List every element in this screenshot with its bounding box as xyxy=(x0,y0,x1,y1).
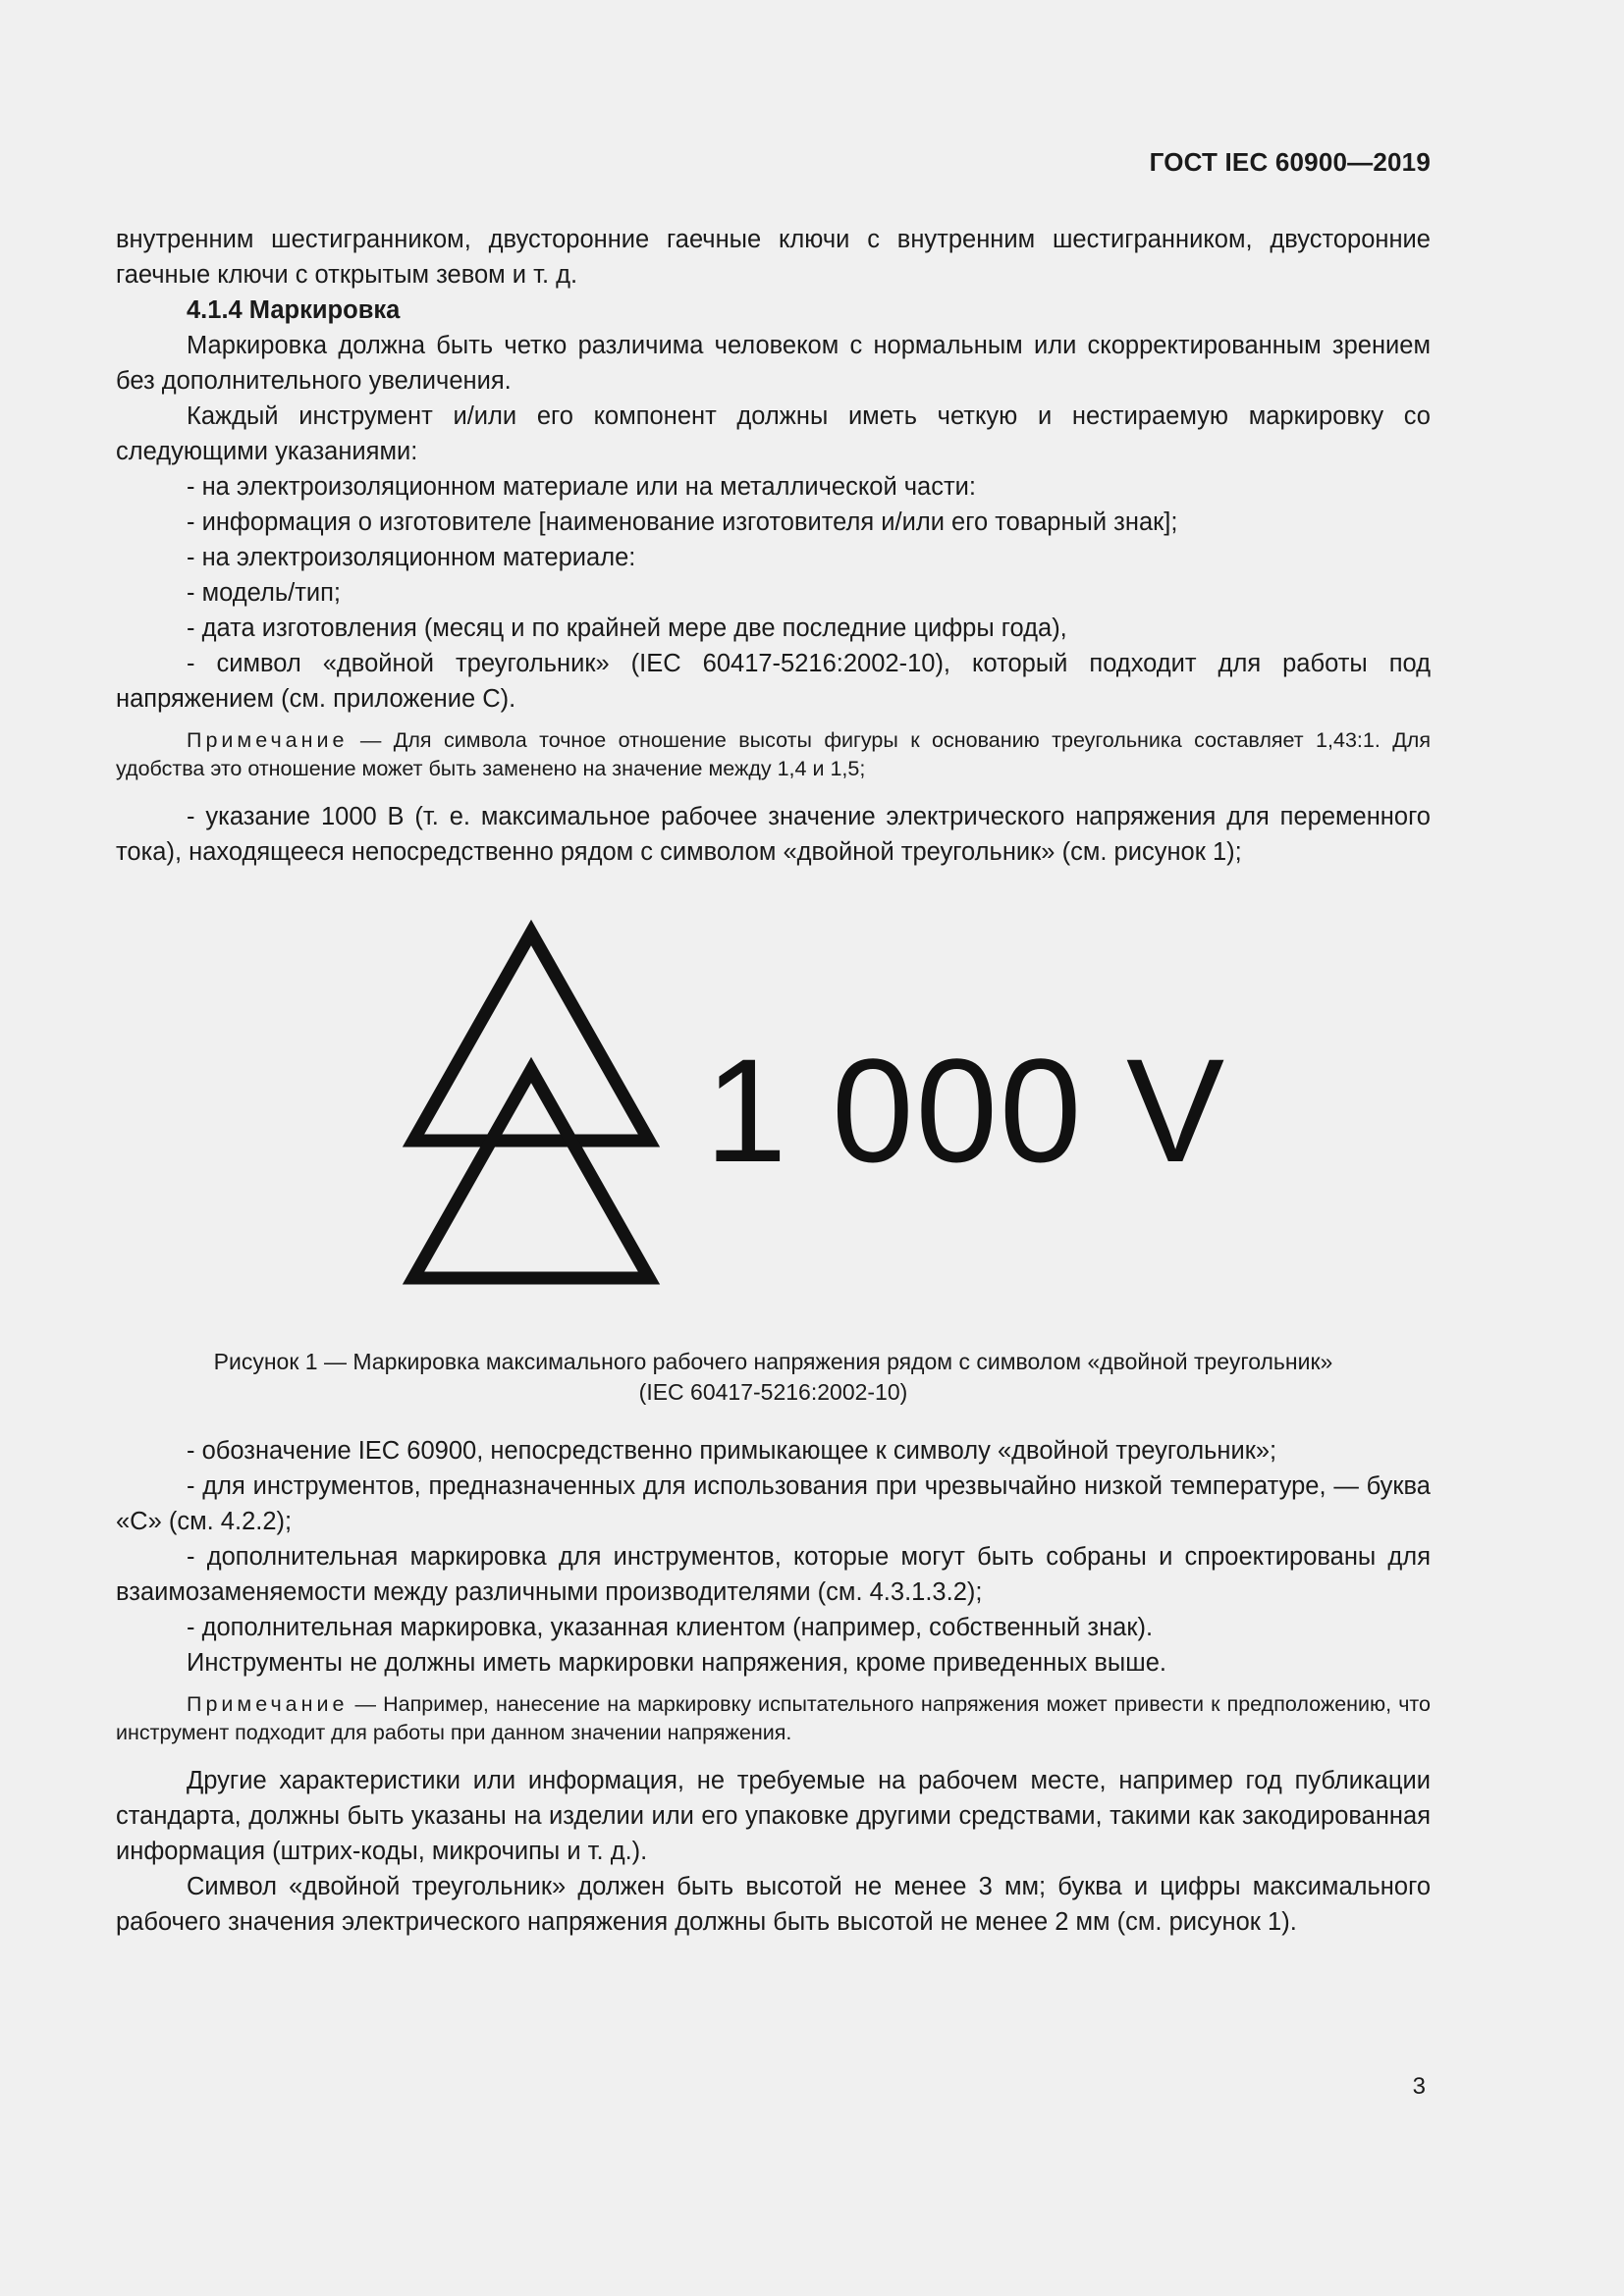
document-id-header: ГОСТ IEC 60900—2019 xyxy=(1149,147,1431,177)
section-heading: 4.1.4 Маркировка xyxy=(187,296,401,324)
paragraph-marking-requirements: Каждый инструмент и/или его компонент должны иметь четкую и нестираемую маркировку со следующими указаниями: xyxy=(116,402,1431,465)
list-item: - модель/тип; xyxy=(187,579,342,607)
note-ratio xyxy=(116,726,1431,783)
paragraph-continuation: внутренним шестигранником, двусторонние гаечные ключи с внутренним шестигранником, двусторонние гаечные ключи с открытым зевом и т. д. xyxy=(116,226,1431,289)
page-content xyxy=(116,222,1431,1940)
page-number: 3 xyxy=(1412,2073,1426,2100)
note-label: Примечание xyxy=(187,1692,349,1716)
figure-caption-line1: Рисунок 1 — Маркировка максимального рабочего напряжения рядом с символом «двойной треугольник» xyxy=(213,1349,1333,1374)
paragraph-other-info: Другие характеристики или информация, не требуемые на рабочем месте, например год публикации стандарта, должны быть указаны на изделии или его упаковке другими средствами, такими как закодированная информация (штрих-коды, микрочипы и т. д.). xyxy=(116,1767,1431,1865)
note-label: Примечание xyxy=(187,728,349,752)
list-item: - на электроизоляционном материале или на металлической части: xyxy=(187,473,976,501)
paragraph-symbol-height: Символ «двойной треугольник» должен быть высотой не менее 3 мм; буква и цифры максимального рабочего значения электрического напряжения должны быть высотой не менее 2 мм (см. рисунок 1). xyxy=(116,1873,1431,1936)
list-item: - дополнительная маркировка, указанная клиентом (например, собственный знак). xyxy=(187,1614,1154,1641)
paragraph-marking-visibility: Маркировка должна быть четко различима человеком с нормальным или скорректированным зрением без дополнительного увеличения. xyxy=(116,332,1431,395)
list-item: - символ «двойной треугольник» (IEC 60417-5216:2002-10), который подходит для работы под напряжением (см. приложение С). xyxy=(116,650,1431,713)
figure-double-triangle xyxy=(116,870,1431,1347)
list-item: - обозначение IEC 60900, непосредственно примыкающее к символу «двойной треугольник»; xyxy=(187,1437,1277,1465)
note-text: — Для символа точное отношение высоты фигуры к основанию треугольника составляет 1,43:1. Для удобства это отношение может быть заменено на значение между 1,4 и 1,5; xyxy=(116,728,1431,780)
list-item: - информация о изготовителе [наименование изготовителя и/или его товарный знак]; xyxy=(187,508,1178,536)
list-item: - на электроизоляционном материале: xyxy=(187,544,636,571)
double-triangle-icon xyxy=(401,919,666,1292)
figure-caption-line2: (IEC 60417-5216:2002-10) xyxy=(638,1379,908,1405)
list-item: - дополнительная маркировка для инструментов, которые могут быть собраны и спроектированы для взаимозаменяемости между различными производителями (см. 4.3.1.3.2); xyxy=(116,1543,1431,1606)
figure-caption xyxy=(116,1347,1431,1408)
paragraph-voltage-indication: - указание 1000 В (т. е. максимальное рабочее значение электрического напряжения для переменного тока), находящееся непосредственно рядом с символом «двойной треугольник» (см. рисунок 1); xyxy=(116,803,1431,866)
note-test-voltage xyxy=(116,1690,1431,1747)
list-item: - для инструментов, предназначенных для использования при чрезвычайно низкой температуре, — буква «С» (см. 4.2.2); xyxy=(116,1472,1431,1535)
note-text: — Например, нанесение на маркировку испытательного напряжения может привести к предположению, что инструмент подходит для работы при данном значении напряжения. xyxy=(116,1692,1431,1744)
voltage-label: 1 000 V xyxy=(705,1028,1227,1193)
paragraph-no-extra-voltage: Инструменты не должны иметь маркировки напряжения, кроме приведенных выше. xyxy=(187,1649,1166,1677)
list-item: - дата изготовления (месяц и по крайней мере две последние цифры года), xyxy=(187,614,1067,642)
